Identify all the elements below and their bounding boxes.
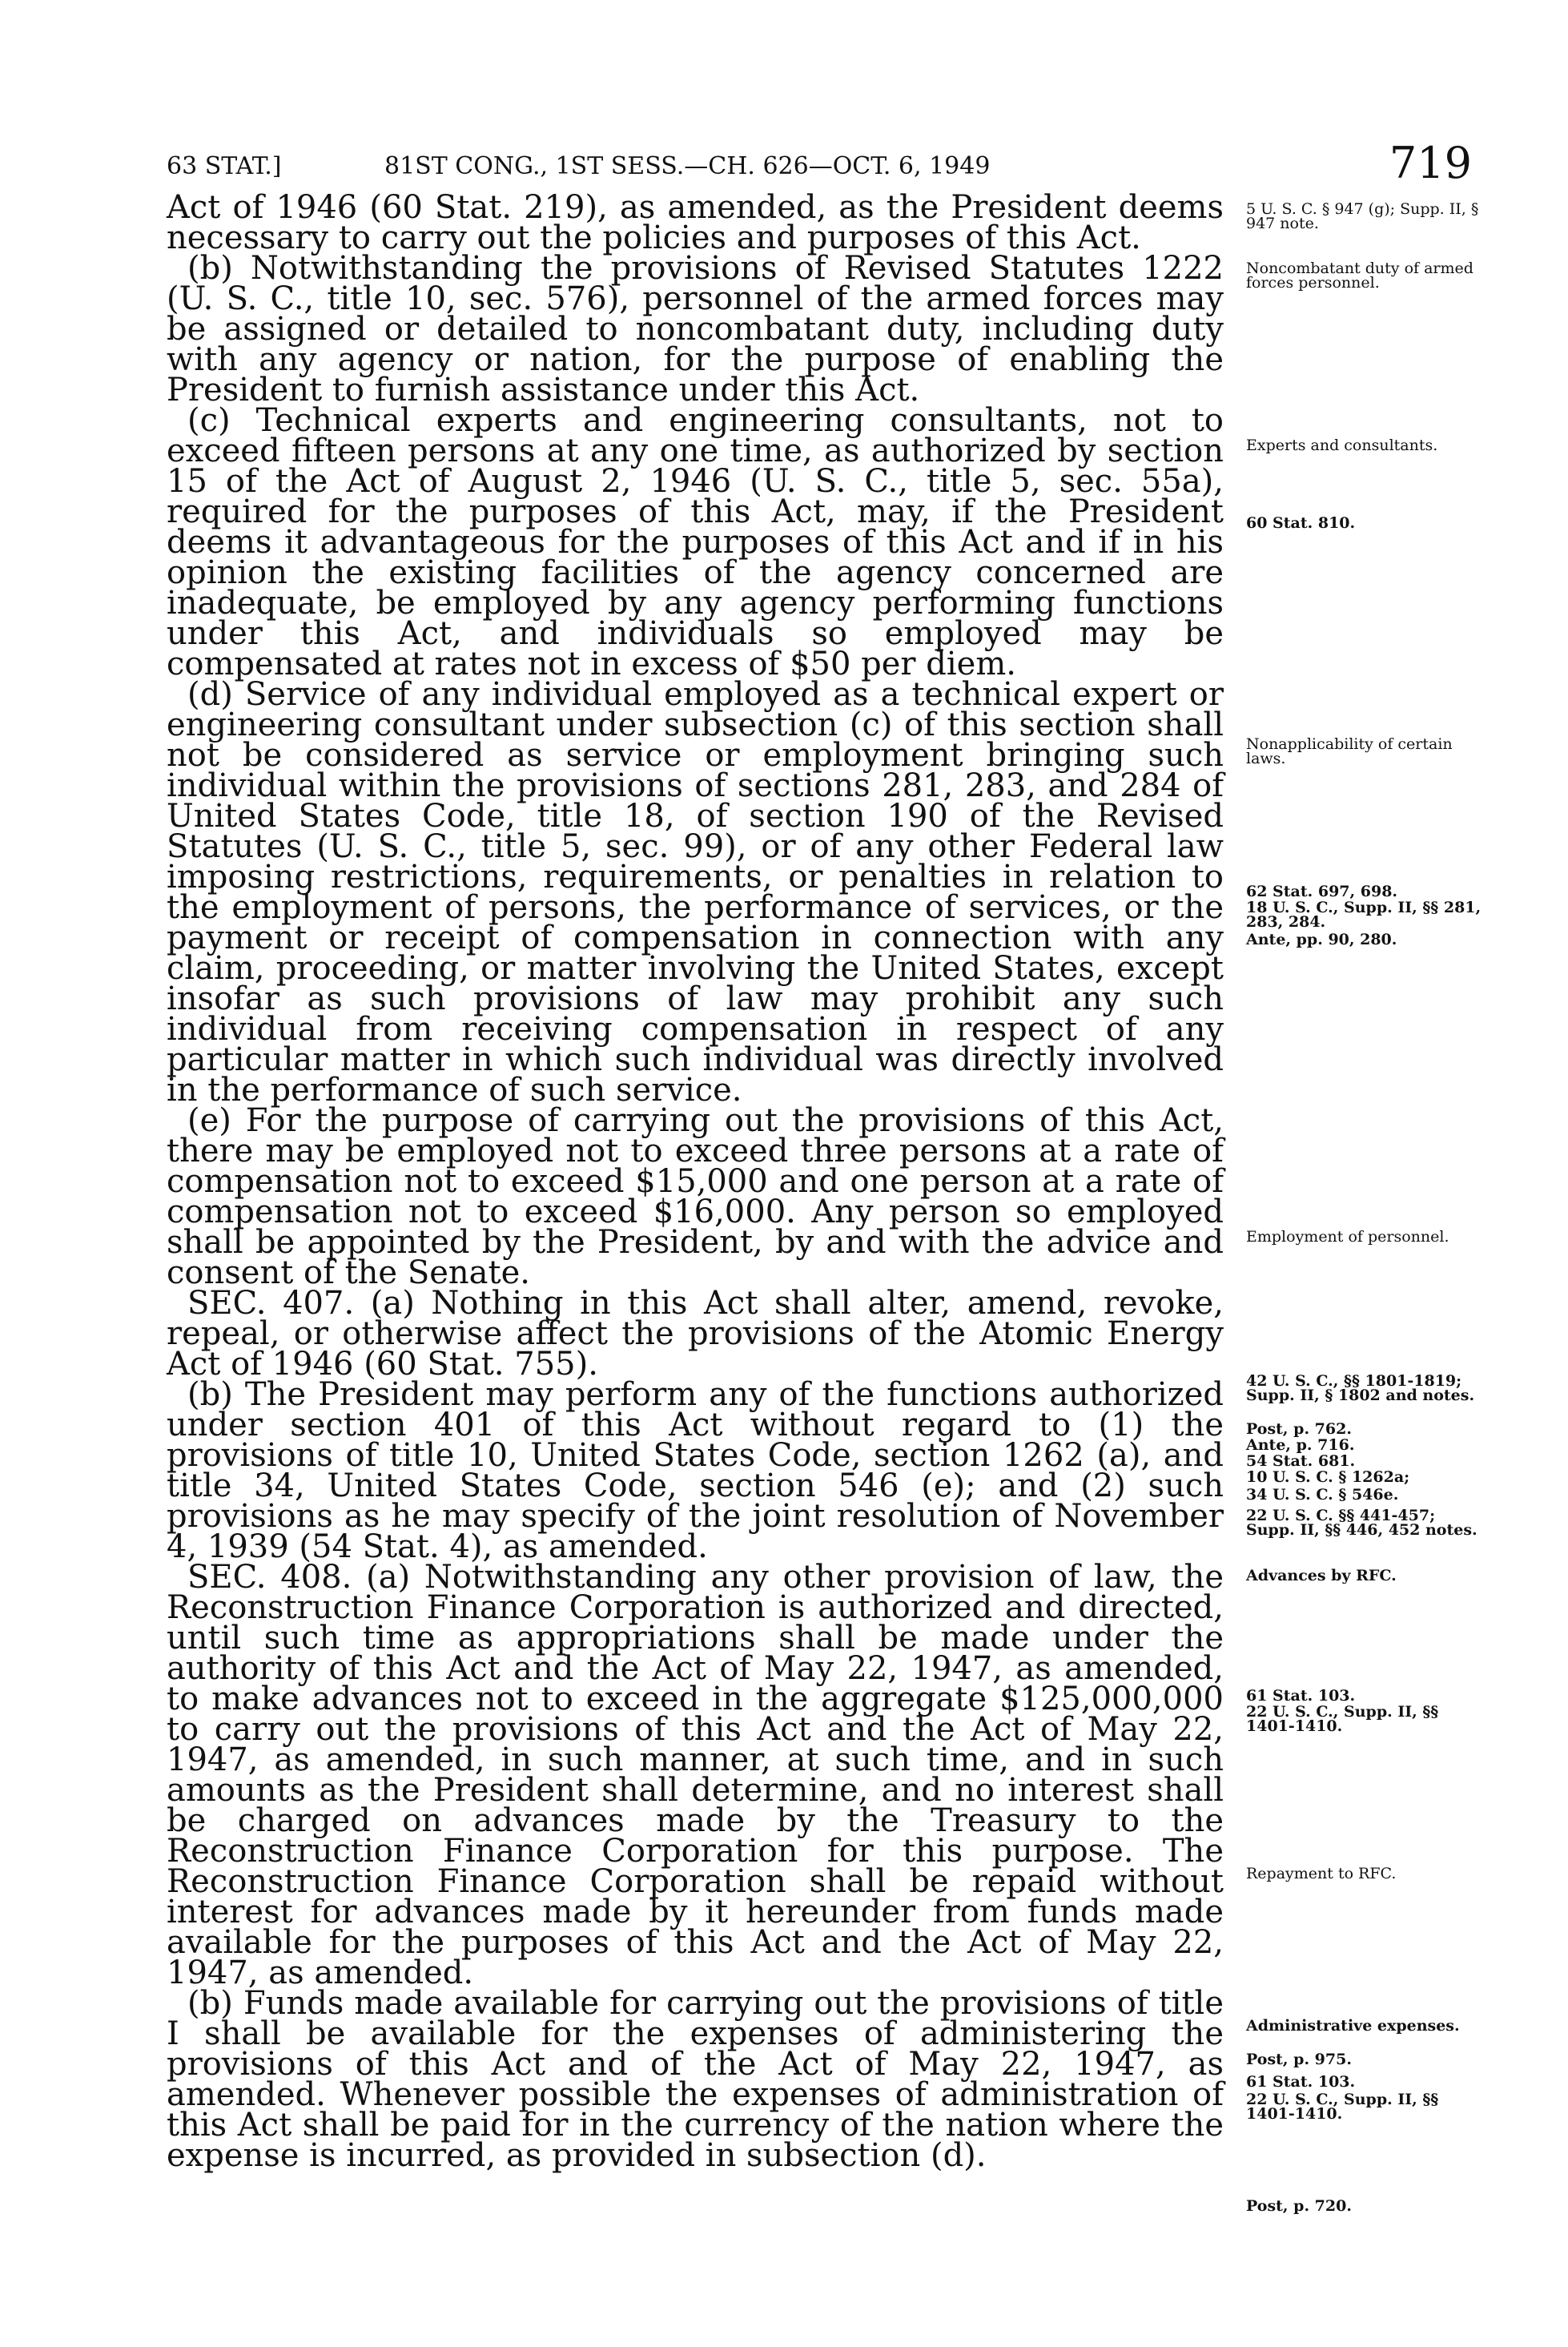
margin-note: 61 Stat. 103. [1246, 2073, 1356, 2091]
paragraph-407a: SEC. 407. (a) Nothing in this Act shall alter, amend, revoke, repeal, or otherwise affect the provisions of the Atomic Energy Act of 1946 (60 Stat. 755). [167, 1285, 1224, 1383]
page-header [167, 138, 1472, 194]
margin-note: 61 Stat. 103. [1246, 1687, 1356, 1705]
margin-note: 10 U. S. C. § 1262a; [1246, 1468, 1410, 1486]
margin-note: Post, p. 975. [1246, 2051, 1352, 2068]
margin-note: 22 U. S. C., Supp. II, §§ 1401-1410. [1246, 1703, 1439, 1735]
margin-note: 34 U. S. C. § 546e. [1246, 1486, 1399, 1504]
margin-note: Nonapplicability of certain laws. [1246, 735, 1453, 767]
page-number: 719 [1389, 138, 1472, 188]
paragraph-406c: (c) Technical experts and engineering consultants, not to exceed fifteen persons at any one time, as authorized by section 15 of the Act of August 2, 1946 (U. S. C., title 5, sec. 55a), required for the purposes of this Act, may, if the President deems it advantageous for the purposes of this Act and if in his opinion the existing facilities of the agency concerned are inadequate, be employed by any agency performing functions under this Act, and individuals so employed may be compensated at rates not in excess of $50 per diem. [167, 402, 1224, 682]
margin-note: 22 U. S. C. §§ 441-457; Supp. II, §§ 446, 452 notes. [1246, 1507, 1478, 1539]
margin-note: Employment of personnel. [1246, 1228, 1449, 1246]
paragraph-406d: (d) Service of any individual employed as a technical expert or engineering consultant under subsection (c) of this section shall not be considered as service or employment bringing such individual within the provisions of sections 281, 283, and 284 of United States Code, title 18, of section 190 of the Revised Statutes (U. S. C., title 5, sec. 99), or of any other Federal law imposing restrictions, requirements, or penalties in relation to the employment of persons, the performance of services, or the payment or receipt of compensation in connection with any claim, proceeding, or matter involving the United States, except insofar as such provisions of law may prohibit any such individual from receiving compensation in respect of any particular matter in which such individual was directly involved in the performance of such service. [167, 676, 1224, 1109]
paragraph-continuation: Act of 1946 (60 Stat. 219), as amended, as the President deems necessary to carry out the policies and purposes of this Act. [167, 189, 1224, 256]
statute-volume: 63 STAT.] [167, 152, 282, 180]
paragraph-406e: (e) For the purpose of carrying out the provisions of this Act, there may be employed not to exceed three persons at a rate of compensation not to exceed $15,000 and one person at a rate of compensation not to exceed $16,000. Any person so employed shall be appointed by the President, by and with the advice and consent of the Senate. [167, 1102, 1224, 1291]
margin-note: 42 U. S. C., §§ 1801-1819; Supp. II, § 1802 and notes. [1246, 1372, 1475, 1404]
margin-note: 54 Stat. 681. [1246, 1452, 1356, 1470]
margin-note: Advances by RFC. [1246, 1567, 1397, 1584]
margin-note: 62 Stat. 697, 698. [1246, 883, 1398, 900]
margin-note: 5 U. S. C. § 947 (g); Supp. II, § 947 note. [1246, 200, 1479, 232]
margin-note: Noncombatant duty of armed forces personnel. [1246, 260, 1474, 292]
margin-note: 22 U. S. C., Supp. II, §§ 1401-1410. [1246, 2091, 1439, 2123]
paragraph-407b: (b) The President may perform any of the functions authorized under section 401 of this Act without regard to (1) the provisions of title 10, United States Code, section 1262 (a), and title 34, United States Code, section 546 (e); and (2) such provisions as he may specify of the joint resolution of November 4, 1939 (54 Stat. 4), as amended. [167, 1376, 1224, 1565]
margin-note: Experts and consultants. [1246, 437, 1438, 454]
margin-note: 60 Stat. 810. [1246, 514, 1356, 532]
statute-text [167, 189, 1224, 2174]
margin-note: Post, p. 762. [1246, 1420, 1352, 1438]
paragraph-408a: SEC. 408. (a) Notwithstanding any other provision of law, the Reconstruction Finance Corporation is authorized and directed, until such time as appropriations shall be made under the authority of this Act and the Act of May 22, 1947, as amended, to make advances not to exceed in the aggregate $125,000,000 to carry out the provisions of this Act and the Act of May 22, 1947, as amended, in such manner, at such time, and in such amounts as the President shall determine, and no interest shall be charged on advances made by the Treasury to the Reconstruction Finance Corporation for this purpose. The Reconstruction Finance Corporation shall be repaid without interest for advances made by it hereunder from funds made available for the purposes of this Act and the Act of May 22, 1947, as amended. [167, 1559, 1224, 1991]
paragraph-408b: (b) Funds made available for carrying out the provisions of title I shall be available for the expenses of administering the provisions of this Act and of the Act of May 22, 1947, as amended. Whenever possible the expenses of administration of this Act shall be paid for in the currency of the nation where the expense is incurred, as provided in subsection (d). [167, 1985, 1224, 2174]
margin-note: Administrative expenses. [1246, 2017, 1460, 2035]
margin-note: Ante, p. 716. [1246, 1436, 1355, 1454]
margin-note: Post, p. 720. [1246, 2197, 1352, 2215]
running-head: 81ST CONG., 1ST SESS.—CH. 626—OCT. 6, 1949 [384, 152, 991, 180]
margin-note: Repayment to RFC. [1246, 1865, 1397, 1882]
paragraph-406b: (b) Notwithstanding the provisions of Revised Statutes 1222 (U. S. C., title 10, sec. 576), personnel of the armed forces may be assigned or detailed to noncombatant duty, including duty with any agency or nation, for the purpose of enabling the President to furnish assistance under this Act. [167, 250, 1224, 409]
margin-note: Ante, pp. 90, 280. [1246, 931, 1397, 948]
margin-note: 18 U. S. C., Supp. II, §§ 281, 283, 284. [1246, 899, 1482, 931]
